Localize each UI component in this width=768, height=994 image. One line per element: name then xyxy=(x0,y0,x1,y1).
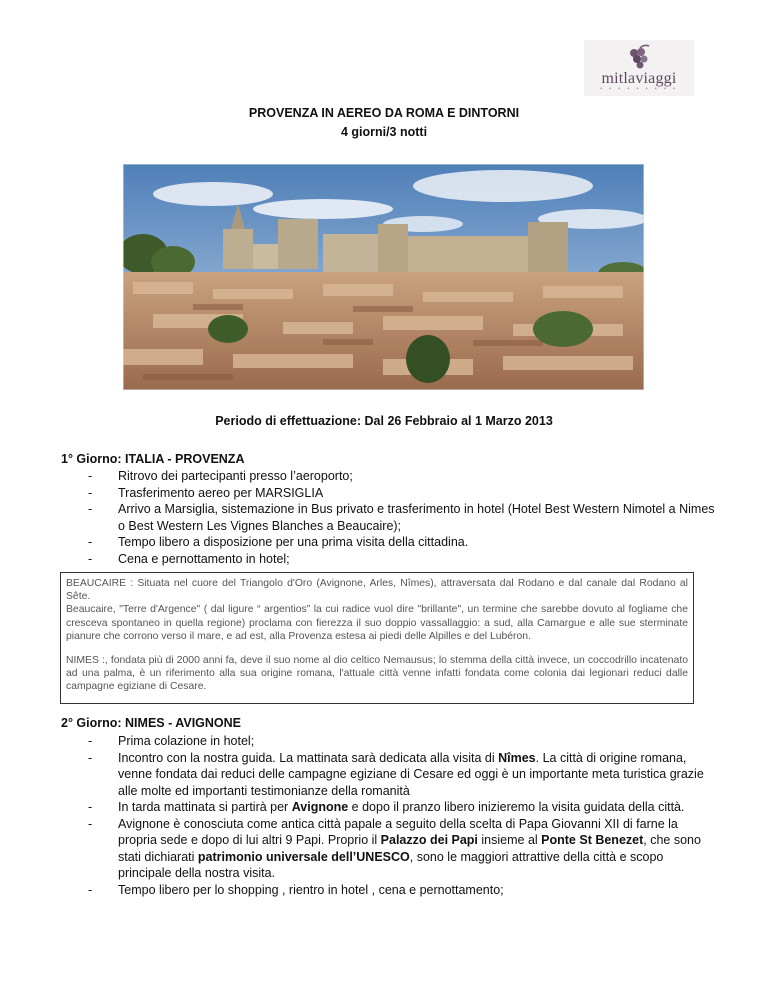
day2-title: 2° Giorno: NIMES - AVIGNONE xyxy=(61,716,242,730)
logo-tagline: • • • • • • • • • xyxy=(600,86,678,92)
list-item: - Tempo libero a disposizione per una prima visita della cittadina. xyxy=(88,535,469,549)
bullet-dash: - xyxy=(88,485,93,500)
period-heading: Periodo di effettuazione: Dal 26 Febbraio al 1 Marzo 2013 xyxy=(215,414,553,428)
bullet-dash: - xyxy=(88,535,93,549)
ponte-st-benezet: Ponte St Benezet xyxy=(541,833,644,847)
day2-list xyxy=(88,733,718,898)
day1-title: 1° Giorno: ITALIA - PROVENZA xyxy=(61,452,245,466)
info-box xyxy=(60,572,694,704)
list-item: - Arrivo a Marsiglia, sistemazione in Bus privato e trasferimento in hotel (Hotel Best Western Nimotel a Nimes o Best Western Les Vignes Blanches a Beaucaire); xyxy=(88,502,715,533)
bullet-dash: - xyxy=(88,816,93,831)
list-item: - Trasferimento aereo per MARSIGLIA xyxy=(88,485,324,500)
bullet-dash: - xyxy=(88,882,93,897)
list-item: - Incontro con la nostra guida. La mattinata sarà dedicata alla visita di Nîmes. La città di origine romana, venne fondata dai reduci delle campagne egiziane di Cesare ed oggi è un importante meta turistica grazie alle molte ed importanti testimonianze della romanità xyxy=(88,750,704,798)
page-title: PROVENZA IN AEREO DA ROMA E DINTORNI xyxy=(248,106,520,120)
unesco-heritage: patrimonio universale dell’UNESCO xyxy=(197,849,410,864)
list-item: - Tempo libero per lo shopping , rientro in hotel , cena e pernottamento; xyxy=(88,882,504,897)
company-logo xyxy=(584,40,694,96)
bullet-dash: - xyxy=(88,800,93,814)
list-item: - Prima colazione in hotel; xyxy=(88,734,255,748)
logo-text: mitlaviaggi xyxy=(601,70,677,87)
grapes-icon xyxy=(624,44,654,72)
list-item: - Ritrovo dei partecipanti presso l’aeroporto; xyxy=(88,469,353,483)
list-item: - Avignone è conosciuta come antica città papale a seguito della scelta di Papa Giovanni XII di farne la propria sede e dopo di lui altri 9 Papi. Proprio il Palazzo dei Papi insieme al Ponte St Benezet, che sono stati dichiarati patrimonio universale dell’UNESCO, sono le maggiori attrattive della città e scopo principale della nostra visita. xyxy=(88,816,701,880)
avignon-photo xyxy=(123,164,644,390)
day1-list xyxy=(88,468,718,567)
beaucaire-description: Beaucaire, "Terre d'Argence" ( dal ligure “ argentios” la cui radice vuol dire "brillante", un termine che sarebbe dovuto al fogliame che cresceva spontaneo in quella regione) proclama con fierezza il suo doppio vassallaggio: a sud, alla Camargue e alle sue sterminate pianure che corrono verso il mare, e ad est, alla Provenza estesa ai piedi delle Alpilles e del Lubéron. xyxy=(66,604,688,642)
bullet-dash: - xyxy=(88,734,93,748)
nimes-description: NIMES :, fondata più di 2000 anni fa, deve il suo nome al dio celtico Nemausus; lo stemma della città invece, un coccodrillo incatenato ad una palma, è un riferimento alla sua origine romana, l'attuale città venne infatti fondata come colonia dai legionari reduci dalle campagne egiziane di Cesare. xyxy=(66,655,688,693)
palazzo-dei-papi: Palazzo dei Papi xyxy=(380,833,478,847)
beaucaire-intro: BEAUCAIRE : Situata nel cuore del Triangolo d'Oro (Avignone, Arles, Nîmes), attraversata dal Rodano e dal canale dal Rodano al Sête. xyxy=(66,578,688,603)
bullet-dash: - xyxy=(88,750,93,765)
bullet-dash: - xyxy=(88,502,93,516)
place-avignone: Avignone xyxy=(291,800,349,814)
list-item: - Cena e pernottamento in hotel; xyxy=(88,551,290,566)
bullet-dash: - xyxy=(88,469,93,483)
bullet-dash: - xyxy=(88,551,93,566)
page-subtitle: 4 giorni/3 notti xyxy=(340,125,428,139)
list-item: - In tarda mattinata si partirà per Avignone e dopo il pranzo libero inizieremo la visita guidata della città. xyxy=(88,800,685,814)
place-nimes: Nîmes xyxy=(498,750,536,765)
